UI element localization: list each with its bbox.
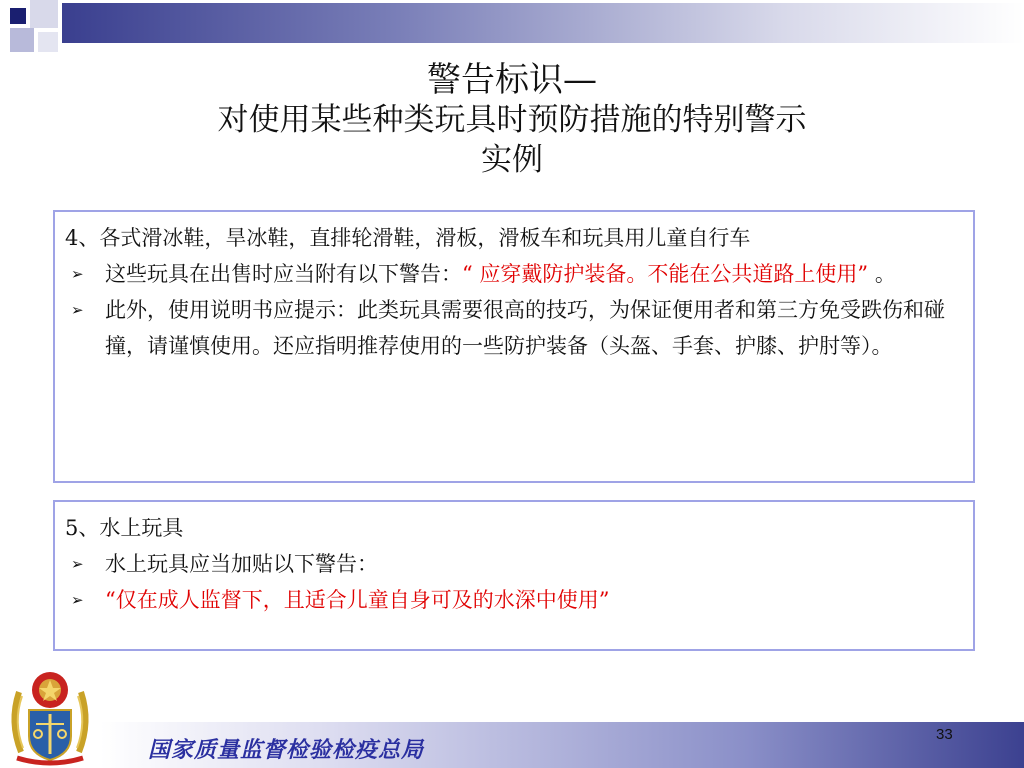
header-decoration	[0, 0, 1024, 60]
deco-square	[10, 8, 26, 24]
arrow-bullet-icon: ➢	[71, 591, 84, 609]
deco-square	[38, 32, 58, 52]
arrow-bullet-icon: ➢	[71, 555, 84, 573]
title-line-2: 对使用某些种类玩具时预防措施的特别警示	[217, 102, 807, 138]
organization-name: 国家质量监督检验检疫总局	[148, 737, 425, 763]
deco-square	[30, 0, 58, 28]
bullet-text-suffix: 。	[868, 262, 896, 286]
section-5-box	[53, 500, 975, 651]
section-5-heading: 5、水上玩具	[65, 516, 184, 540]
header-bar	[62, 3, 1024, 43]
list-item	[65, 256, 955, 292]
section-4-heading: 4、各式滑冰鞋，旱冰鞋，直排轮滑鞋，滑板，滑板车和玩具用儿童自行车	[65, 226, 751, 250]
list-item	[65, 582, 955, 618]
title-line-1: 警告标识—	[427, 60, 597, 100]
bullet-text: 水上玩具应当加贴以下警告：	[105, 552, 378, 576]
warning-text: “ 应穿戴防护装备。不能在公共道路上使用”	[462, 262, 869, 286]
list-item	[65, 292, 955, 364]
deco-square	[10, 28, 34, 52]
list-item	[65, 546, 955, 582]
arrow-bullet-icon: ➢	[71, 301, 84, 319]
title-line-3: 实例	[481, 142, 543, 178]
arrow-bullet-icon: ➢	[71, 265, 84, 283]
bullet-text-prefix: 这些玩具在出售时应当附有以下警告：	[105, 262, 462, 286]
warning-text: “仅在成人监督下，且适合儿童自身可及的水深中使用”	[105, 588, 610, 612]
page-number: 33	[936, 726, 953, 743]
section-4-box	[53, 210, 975, 483]
bullet-text: 此外，使用说明书应提示：此类玩具需要很高的技巧，为保证便用者和第三方免受跌伤和碰撞，请谨慎使用。还应指明推荐使用的一些防护装备（头盔、手套、护膝、护肘等）。	[105, 298, 945, 358]
bullet-text	[105, 256, 955, 292]
emblem-icon	[3, 662, 97, 766]
slide-title	[100, 60, 924, 180]
